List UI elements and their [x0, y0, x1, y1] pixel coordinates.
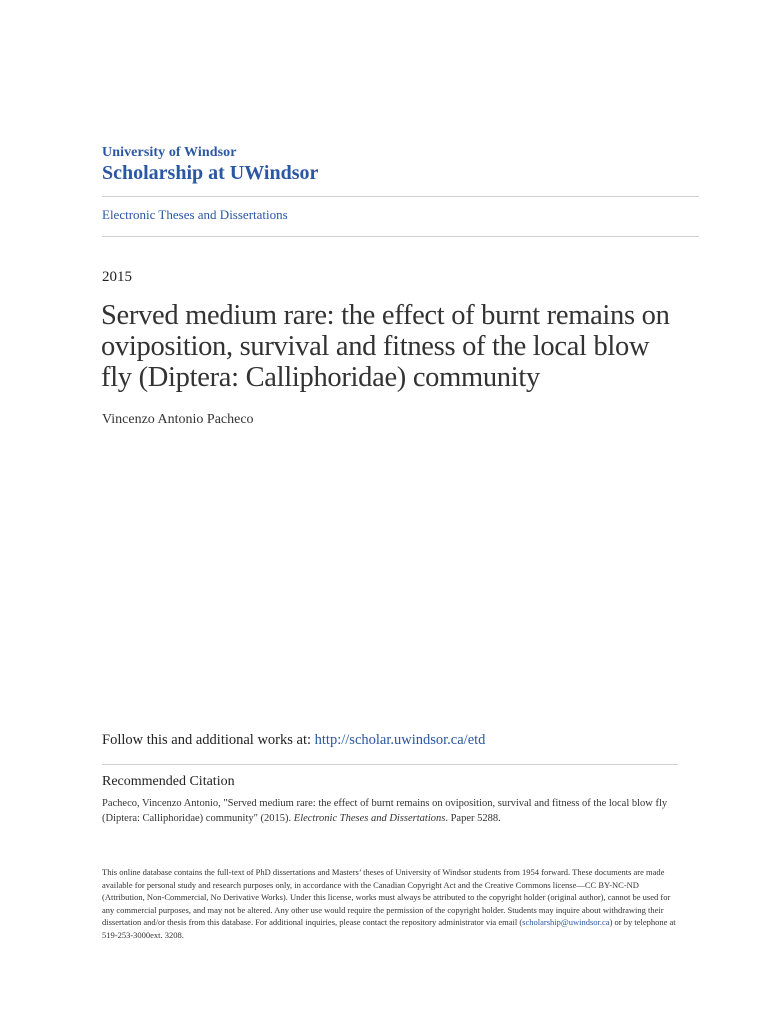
citation-text-after: . Paper 5288. [445, 813, 501, 824]
author-name: Vincenzo Antonio Pacheco [102, 412, 254, 427]
citation-heading: Recommended Citation [102, 774, 235, 789]
thesis-title: Served medium rare: the effect of burnt remains on oviposition, survival and fitness of the local blow fly (Diptera: Calliphoridae) community [101, 300, 670, 393]
follow-line [102, 732, 485, 749]
collection-link[interactable]: Electronic Theses and Dissertations [102, 207, 288, 222]
copyright-notice [102, 866, 682, 941]
divider-citation [102, 764, 678, 765]
follow-label: Follow this and additional works at: [102, 732, 315, 748]
notice-text-after: ) or by telephone at 519-253-3000ext. 3208. [102, 917, 676, 940]
citation-text-before: Pacheco, Vincenzo Antonio, "Served medium rare: the effect of burnt remains on oviposition, survival and fitness of the local blow fly (Diptera: Calliphoridae) community" (2015). [102, 798, 668, 824]
follow-link[interactable]: http://scholar.uwindsor.ca/etd [314, 732, 486, 748]
divider-bottom [102, 236, 699, 237]
notice-text-before: This online database contains the full-text of PhD dissertations and Masters’ theses of University of Windsor students from 1954 forward. These documents are made available for personal study and research purposes only, in accordance with the Canadian Copyright Act and the Creative Commons license—CC BY-NC-ND (Attribution, Non-Commercial, No Derivative Works). Under this license, works must always be attributed to the copyright holder (original author), cannot be used for any commercial purposes, and may not be altered. Any other use would require the permission of the copyright holder. Students may inquire about withdrawing their dissertation and/or thesis from this database. For additional inquiries, please contact the repository administrator via email ( [102, 867, 671, 927]
divider-top [102, 196, 699, 197]
contact-email-link[interactable]: scholarship@uwindsor.ca [522, 917, 610, 927]
institution-name[interactable]: University of Windsor [102, 145, 237, 160]
citation-text [102, 796, 682, 826]
institution-header [102, 145, 318, 185]
publication-year: 2015 [102, 269, 132, 285]
repository-name[interactable]: Scholarship at UWindsor [102, 162, 319, 184]
citation-series: Electronic Theses and Dissertations [293, 813, 446, 824]
